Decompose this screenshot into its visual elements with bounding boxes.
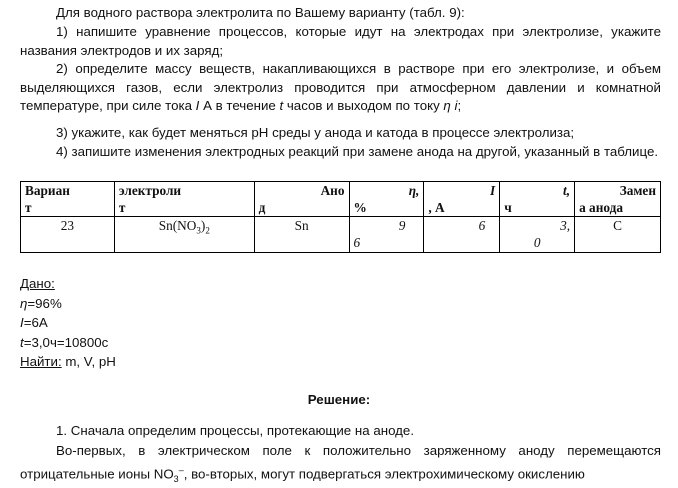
task-4: 4) запишите изменения электродных реакций при замене анода на другой, указанный в таблице. bbox=[56, 144, 659, 159]
header-electrolyte: электроли т bbox=[114, 182, 254, 217]
variant-table bbox=[20, 181, 661, 253]
given-title: Дано: bbox=[20, 276, 55, 291]
task-2-current-symbol: I bbox=[195, 98, 200, 113]
step-1-text: Во-первых, в электрическом поле к положительно заряженному аноду перемещаются отрицательные ионы $NO_3^-$, во-вторых, могут подвергаться электрохимическому окислению bbox=[20, 443, 661, 484]
table-header-row bbox=[21, 182, 661, 217]
cell-time: 3, 0 bbox=[500, 217, 575, 253]
given-efficiency: η=96% bbox=[20, 295, 62, 311]
given-time: t=3,0ч=10800с bbox=[20, 334, 109, 350]
task-1: 1) напишите уравнение процессов, которые идут на электродах при электролизе, укажите названия электродов и их заряд; bbox=[20, 24, 661, 58]
task-2-text-a: 2) определите массу веществ, накапливающихся в растворе при его электролизе, и объем выделяющихся газов, если электролиз проводится при атмосферном давлении и комнатной температуре, при силе тока bbox=[20, 61, 661, 113]
header-variant: Вариан т bbox=[21, 182, 115, 217]
task-2-time-symbol: t bbox=[279, 98, 284, 113]
header-current: I , А bbox=[424, 182, 500, 217]
cell-replacement: C bbox=[575, 217, 661, 253]
cell-eta: 9 6 bbox=[349, 217, 424, 253]
solution-title: Решение: bbox=[307, 392, 371, 407]
cell-variant: 23 bbox=[21, 217, 115, 253]
header-time: t, ч bbox=[500, 182, 575, 217]
task-2 bbox=[20, 60, 661, 116]
given-current: I=6А bbox=[20, 315, 48, 330]
header-anode: Ано д bbox=[254, 182, 349, 217]
cell-electrolyte: $Sn(NO_3)_2$ bbox=[114, 217, 254, 253]
table-row bbox=[21, 217, 661, 253]
find-line: Найти: m, V, pH bbox=[20, 354, 116, 369]
header-replacement: Замен а анода bbox=[575, 182, 661, 217]
given-block bbox=[20, 274, 116, 372]
task-2-text-b: А в течение bbox=[199, 98, 280, 113]
task-2-text-d: ; bbox=[457, 98, 462, 113]
header-eta: η, % bbox=[349, 182, 424, 217]
step-1-heading: 1. Сначала определим процессы, протекающие на аноде. bbox=[56, 423, 415, 438]
cell-current: 6 bbox=[424, 217, 500, 253]
cell-anode: Sn bbox=[254, 217, 349, 253]
task-2-text-c: часов и выходом по току bbox=[283, 98, 444, 113]
task-3: 3) укажите, как будет меняться рН среды у анода и катода в процессе электролиза; bbox=[56, 125, 575, 140]
intro-line: Для водного раствора электролита по Вашему варианту (табл. 9): bbox=[56, 5, 465, 20]
task-2-efficiency-symbol: η i bbox=[443, 98, 458, 113]
